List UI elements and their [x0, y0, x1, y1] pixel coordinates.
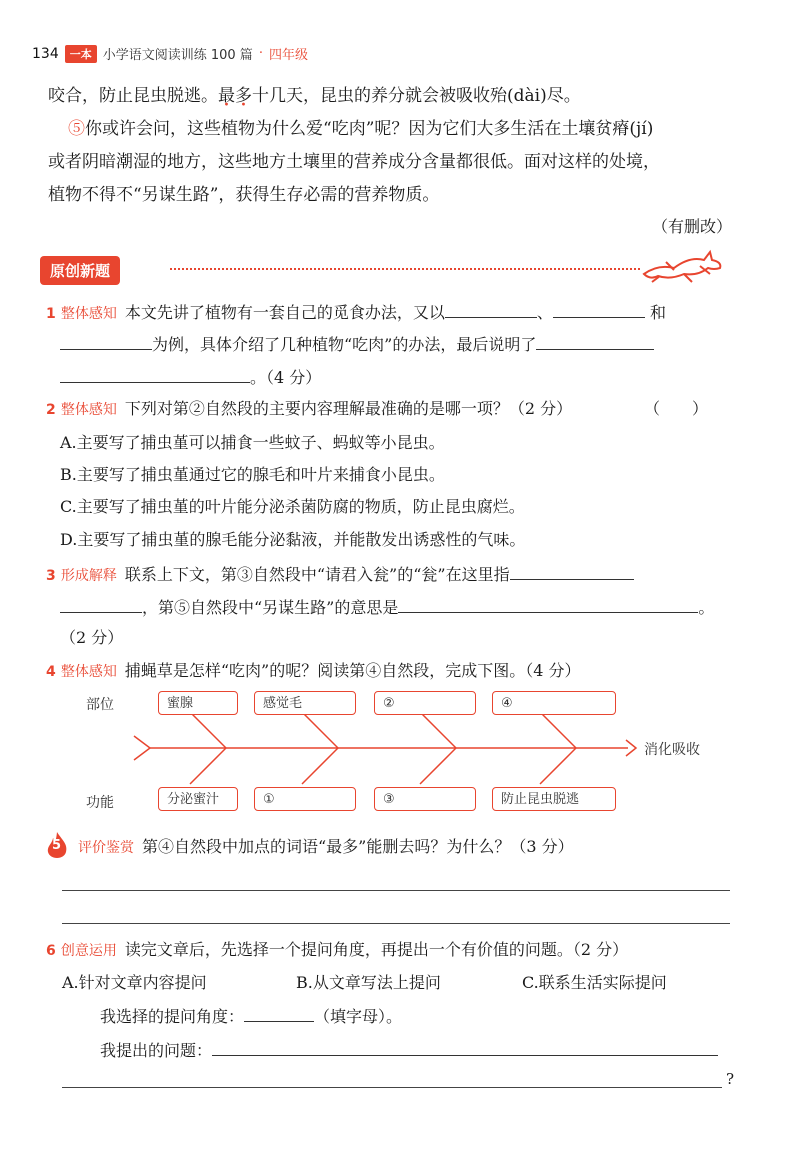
question-1	[46, 299, 666, 326]
answer-blank-3a[interactable]	[510, 561, 634, 580]
function-box-3[interactable]: ③	[374, 787, 476, 811]
answer-blank-1c[interactable]	[60, 331, 152, 350]
answer-blank-3b[interactable]	[60, 594, 142, 613]
question-tag: 评价鉴赏	[78, 840, 134, 856]
paragraph-number: ⑤	[68, 119, 85, 139]
source-note: （有删改）	[651, 217, 732, 236]
passage-text: 十几天，昆虫的养分就会被吸收殆(dài)尽。	[252, 86, 581, 106]
answer-blank-6a[interactable]	[244, 1003, 314, 1022]
option-a[interactable]: A.主要写了捕虫堇可以捕食一些蚊子、蚂蚁等小昆虫。	[60, 433, 445, 452]
option-6a[interactable]: A.针对文章内容提问	[62, 973, 207, 992]
page-number: 134	[32, 45, 59, 62]
section-banner: 原创新题	[40, 256, 120, 285]
question-mark: ?	[726, 1070, 735, 1088]
question-text: 第④自然段中加点的词语“最多”能删去吗？为什么？（3 分）	[142, 837, 574, 856]
part-box-4[interactable]: ④	[492, 691, 616, 715]
fish-tail	[134, 736, 150, 760]
option-c[interactable]: C.主要写了捕虫堇的叶片能分泌杀菌防腐的物质，防止昆虫腐烂。	[60, 497, 525, 516]
question-number: 3	[46, 568, 56, 584]
question-tag: 整体感知	[60, 664, 117, 680]
option-6c[interactable]: C.联系生活实际提问	[522, 973, 667, 992]
question-number: 6	[46, 943, 56, 959]
choose-label: 我选择的提问角度：	[100, 1007, 245, 1026]
question-tag: 整体感知	[60, 306, 117, 322]
passage-text: 你或许会问，这些植物为什么爱“吃肉”呢？因为它们大多生活在土壤贫瘠(jí)	[85, 119, 654, 139]
passage-p5-line-2: 或者阴暗潮湿的地方，这些地方土壤里的营养成分含量都很低。面对这样的处境，	[48, 152, 660, 172]
answer-line-5b[interactable]	[62, 923, 730, 924]
passage-text: 咬合，防止昆虫脱逃。	[48, 86, 218, 106]
function-box-2[interactable]: ①	[254, 787, 356, 811]
question-number: 1	[46, 306, 56, 322]
banner-dotted-line	[170, 268, 640, 270]
question-tag: 形成解释	[60, 568, 117, 584]
function-box-1: 分泌蜜汁	[158, 787, 238, 811]
ask-question-row	[100, 1037, 718, 1063]
emphasized-char-2: 多	[235, 86, 252, 106]
question-5	[78, 835, 574, 860]
question-text: 、	[536, 303, 553, 322]
answer-blank-1b[interactable]	[553, 299, 645, 318]
question-number: 4	[46, 664, 56, 680]
question-text: 。	[698, 598, 715, 617]
question-3-line-2	[60, 594, 714, 620]
fishbone-diagram	[130, 712, 650, 792]
question-number: 2	[46, 402, 56, 418]
diagram-label-part: 部位	[86, 697, 114, 713]
question-1-line-2	[60, 331, 654, 357]
question-4	[46, 659, 580, 684]
question-3	[46, 561, 634, 588]
question-text: 联系上下文，第③自然段中“请君入瓮”的“瓮”在这里指	[124, 565, 510, 584]
answer-paren[interactable]: （ ）	[644, 399, 709, 418]
series-title: 小学语文阅读训练 100 篇	[102, 48, 253, 63]
answer-line-5a[interactable]	[62, 890, 730, 891]
answer-blank-1e[interactable]	[60, 364, 250, 383]
answer-line-6c[interactable]	[62, 1087, 722, 1088]
question-text: 为例，具体介绍了几种植物“吃肉”的办法，最后说明了	[152, 335, 537, 354]
question-score: 。（4 分）	[250, 368, 322, 387]
question-2	[46, 397, 572, 422]
passage-p5-line-1	[68, 117, 740, 141]
question-tag: 整体感知	[60, 402, 117, 418]
option-b[interactable]: B.主要写了捕虫堇通过它的腺毛和叶片来捕食小昆虫。	[60, 465, 445, 484]
question-6	[46, 938, 628, 963]
question-text: 下列对第②自然段的主要内容理解最准确的是哪一项？（2 分）	[124, 399, 573, 418]
answer-blank-3c[interactable]	[398, 594, 698, 613]
answer-blank-1d[interactable]	[536, 331, 654, 350]
passage-line-1	[48, 84, 740, 108]
question-3-score: （2 分）	[60, 628, 124, 647]
option-d[interactable]: D.主要写了捕虫堇的腺毛能分泌黏液，并能散发出诱惑性的气味。	[60, 530, 526, 549]
emphasized-char-1: 最	[218, 86, 235, 106]
diagram-label-function: 功能	[86, 795, 114, 811]
passage-p5-line-3: 植物不得不“另谋生路”，获得生存必需的营养物质。	[48, 185, 440, 205]
question-tag: 创意运用	[60, 943, 117, 959]
running-cat-icon	[640, 244, 726, 284]
choose-hint: （填字母）。	[314, 1007, 403, 1026]
part-box-3[interactable]: ②	[374, 691, 476, 715]
question-text: 和	[649, 303, 666, 322]
header-separator: ·	[258, 46, 263, 61]
function-box-4: 防止昆虫脱逃	[492, 787, 616, 811]
answer-blank-6b[interactable]	[212, 1037, 718, 1056]
question-text: 捕蝇草是怎样“吃肉”的呢？阅读第④自然段，完成下图。（4 分）	[124, 661, 581, 680]
question-number: 5	[52, 838, 62, 853]
choose-angle-row	[100, 1003, 402, 1029]
question-text: ，第⑤自然段中“另谋生路”的意思是	[142, 598, 399, 617]
answer-blank-1a[interactable]	[445, 299, 537, 318]
question-1-line-3	[60, 364, 321, 390]
question-text: 本文先讲了植物有一套自己的觅食办法，又以	[124, 303, 445, 322]
part-box-2: 感觉毛	[254, 691, 356, 715]
brand-logo: 一本	[65, 45, 97, 63]
option-6b[interactable]: B.从文章写法上提问	[296, 973, 441, 992]
part-box-1: 蜜腺	[158, 691, 238, 715]
page-header	[32, 44, 308, 63]
diagram-end-label: 消化吸收	[644, 742, 700, 758]
question-text: 读完文章后，先选择一个提问角度，再提出一个有价值的问题。（2 分）	[124, 940, 629, 959]
grade-label: 四年级	[268, 48, 308, 63]
ask-label: 我提出的问题：	[100, 1041, 213, 1060]
